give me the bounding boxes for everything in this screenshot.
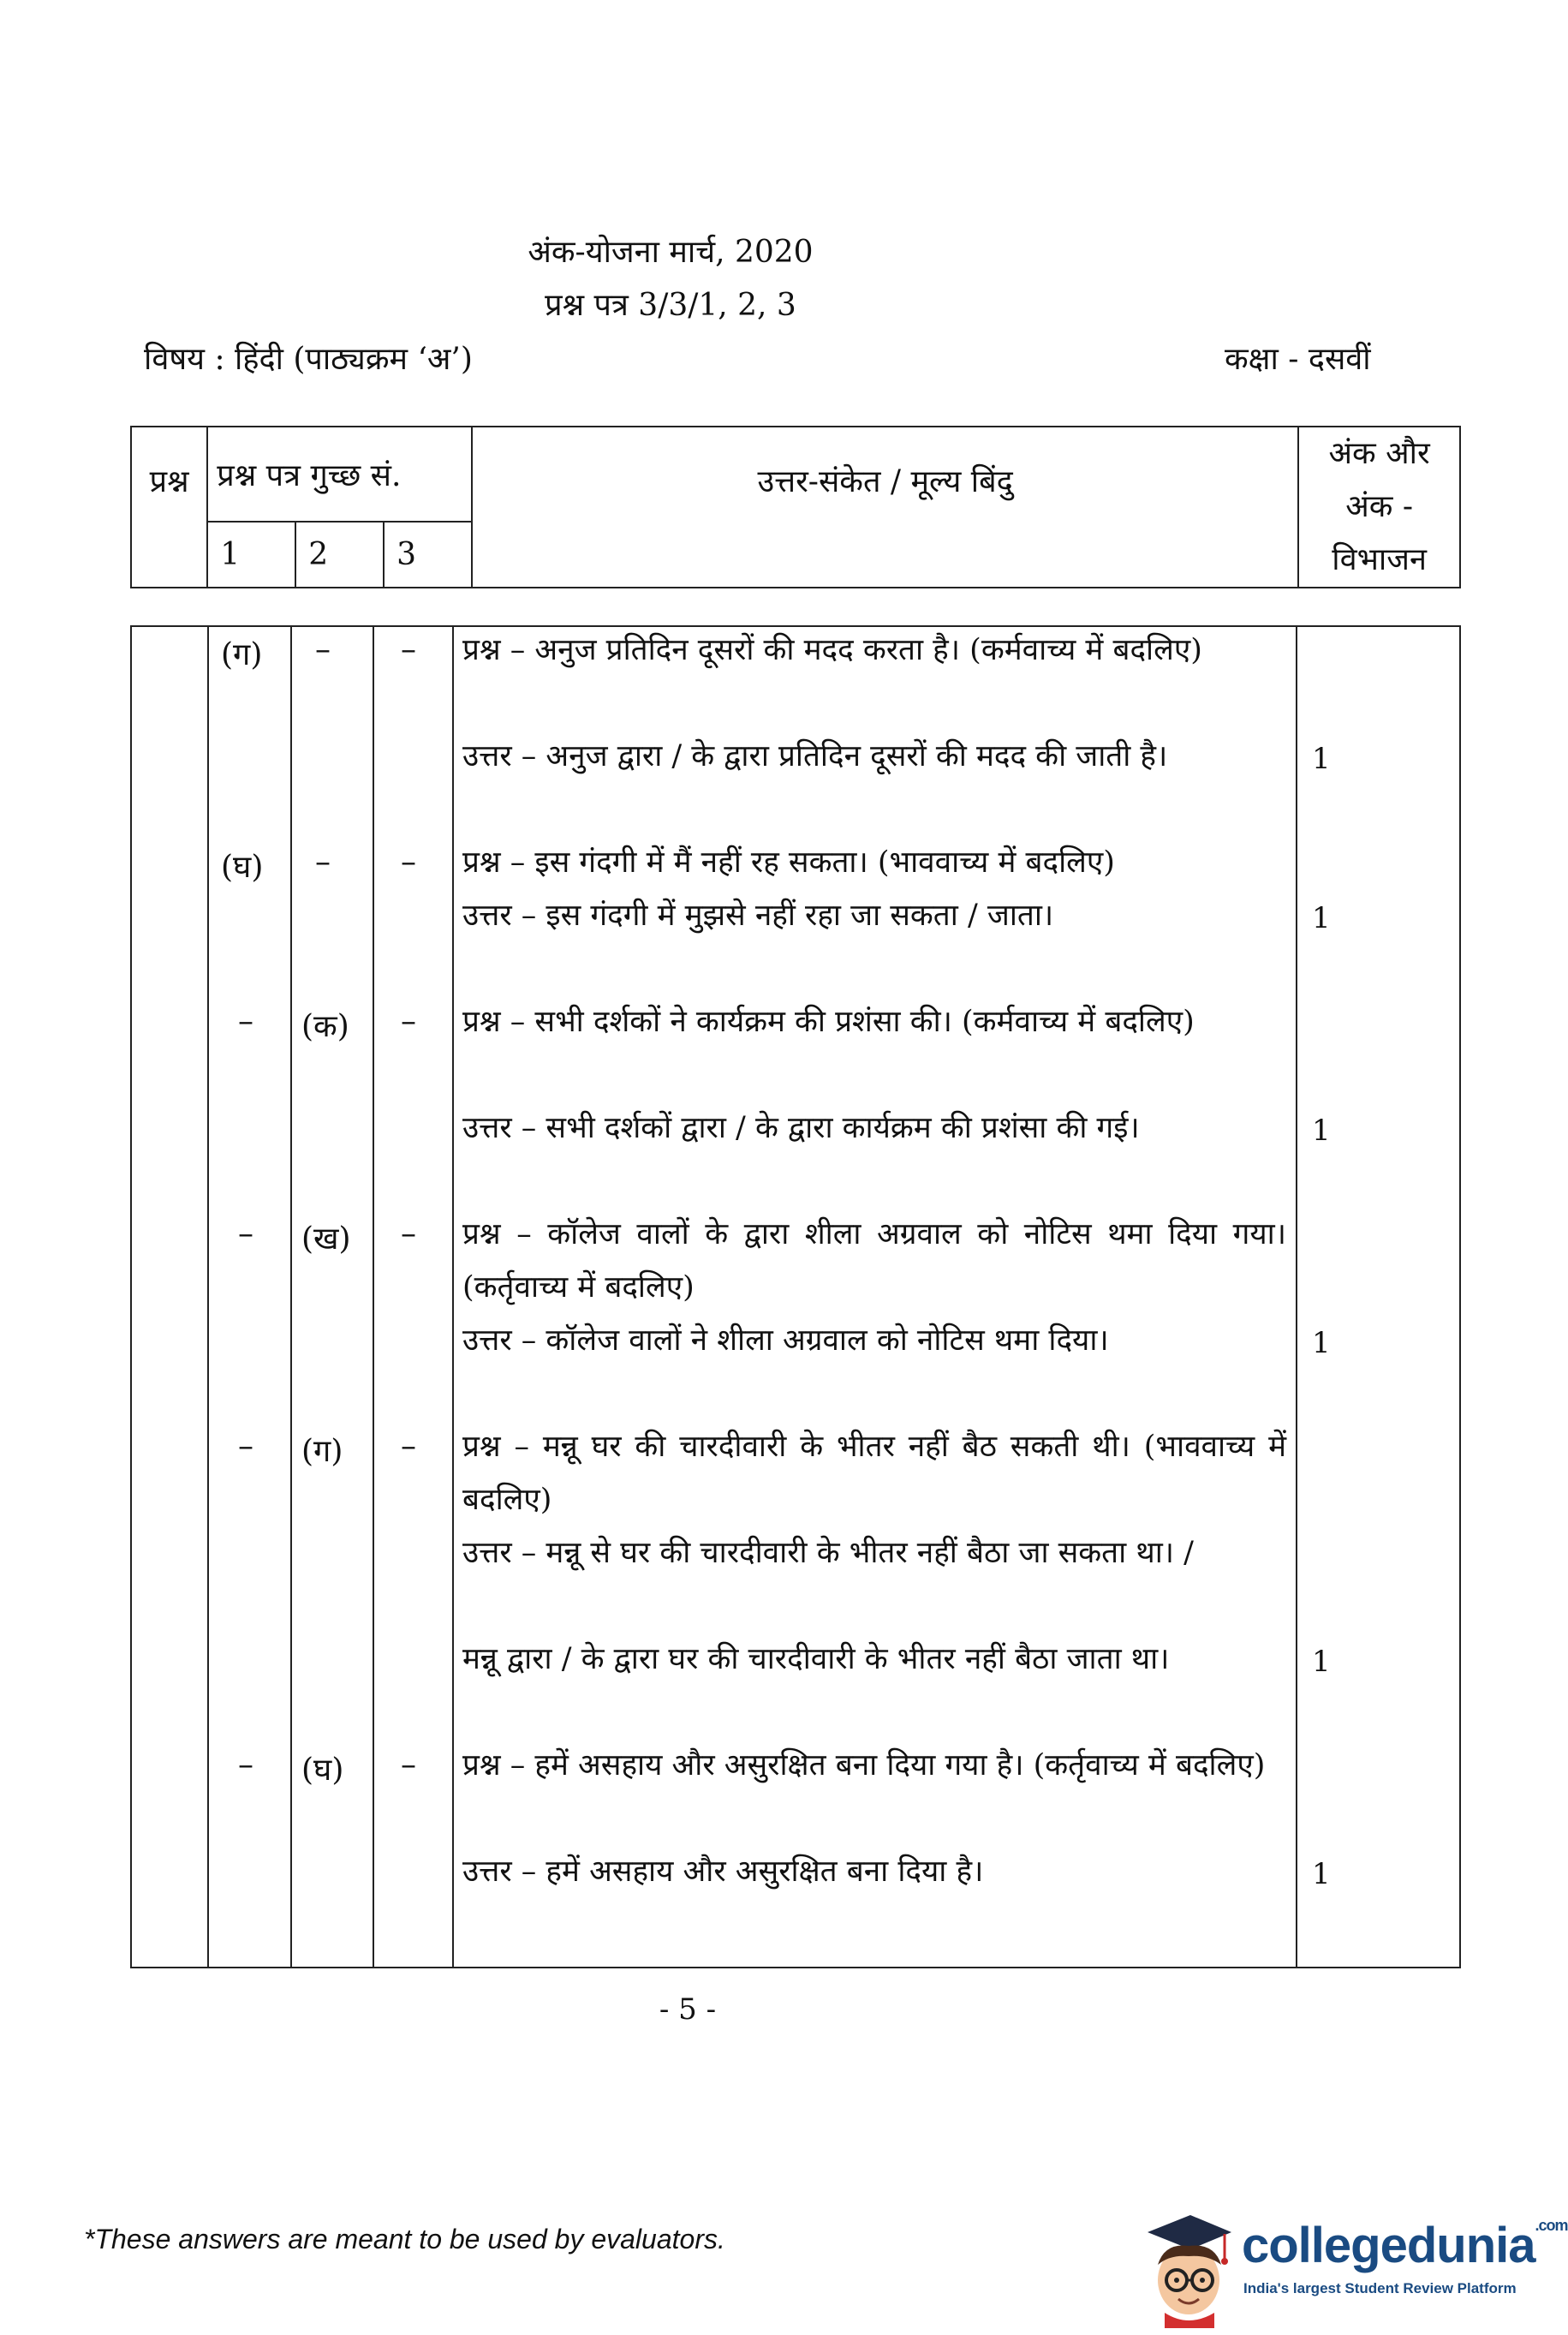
set-3-cell: –	[401, 845, 416, 880]
paper-code: प्रश्न पत्र 3/3/1, 2, 3	[545, 288, 796, 323]
evaluator-footnote: *These answers are meant to be used by evaluators.	[84, 2224, 725, 2254]
page-title: अंक-योजना मार्च, 2020	[528, 235, 814, 270]
mark-value: 1	[1312, 1114, 1331, 1148]
set-3-cell: –	[401, 1216, 416, 1251]
col-set-header: प्रश्न पत्र गुच्छ सं.	[207, 427, 472, 522]
header-table	[130, 426, 1461, 588]
answer-text: उत्तर – हमें असहाय और असुरक्षित बना दिया है।	[462, 1854, 984, 1889]
set-2-cell: (ख)	[301, 1221, 351, 1257]
subject-label: विषय : हिंदी (पाठ्यक्रम ‘अ’)	[144, 342, 473, 377]
set-1-cell: –	[238, 1004, 253, 1039]
set-1-cell: (घ)	[221, 850, 264, 885]
mark-value: 1	[1312, 1857, 1331, 1891]
set-1-cell: (ग)	[221, 637, 263, 672]
set-2-header: 2	[295, 522, 384, 588]
student-mascot-icon	[1139, 2208, 1233, 2328]
set-1-cell: –	[238, 1429, 253, 1464]
mark-value: 1	[1312, 1326, 1331, 1360]
set-1-header: 1	[207, 522, 295, 588]
answer-text: उत्तर – मन्नू से घर की चारदीवारी के भीतर नहीं बैठा जा सकता था। /	[462, 1536, 1194, 1570]
col-marks-header: अंक और अंक - विभाजन	[1298, 427, 1460, 588]
answer-text: उत्तर – अनुज द्वारा / के द्वारा प्रतिदिन दूसरों की मदद की जाती है।	[462, 739, 1168, 773]
mark-value: 1	[1312, 1645, 1331, 1679]
set-1-cell: –	[238, 1216, 253, 1251]
question-text: प्रश्न – इस गंदगी में मैं नहीं रह सकता। (भाववाच्य में बदलिए)	[462, 845, 1115, 880]
answer-alt-text: मन्नू द्वारा / के द्वारा घर की चारदीवारी के भीतर नहीं बैठा जाता था।	[462, 1642, 1170, 1676]
answer-text: उत्तर – सभी दर्शकों द्वारा / के द्वारा कार्यक्रम की प्रशंसा की गई।	[462, 1111, 1140, 1145]
set-3-cell: –	[401, 1429, 416, 1464]
col-answer-header: उत्तर-संकेत / मूल्य बिंदु	[472, 427, 1298, 588]
question-text: प्रश्न – कॉलेज वालों के द्वारा शीला अग्रवाल को नोटिस थमा दिया गया। (कर्तृवाच्य में बदलिए)	[462, 1217, 1286, 1305]
question-text: प्रश्न – अनुज प्रतिदिन दूसरों की मदद करता है। (कर्मवाच्य में बदलिए)	[462, 633, 1202, 667]
set-3-cell: –	[401, 1747, 416, 1783]
answer-text: उत्तर – कॉलेज वालों ने शीला अग्रवाल को नोटिस थमा दिया।	[462, 1323, 1109, 1358]
set-3-cell: –	[401, 632, 416, 667]
set-2-cell: (घ)	[301, 1753, 344, 1788]
set-2-cell: –	[315, 845, 331, 880]
set-2-cell: (क)	[301, 1009, 349, 1044]
col-question-header: प्रश्न	[131, 427, 207, 588]
logo-tagline: India's largest Student Review Platform	[1243, 2280, 1517, 2296]
question-text: प्रश्न – मन्नू घर की चारदीवारी के भीतर नहीं बैठ सकती थी। (भाववाच्य में बदलिए)	[462, 1430, 1286, 1517]
question-text: प्रश्न – सभी दर्शकों ने कार्यक्रम की प्रशंसा की। (कर्मवाच्य में बदलिए)	[462, 1005, 1195, 1039]
page-number: - 5 -	[659, 1992, 717, 2027]
set-3-header: 3	[384, 522, 472, 588]
set-2-cell: (ग)	[301, 1434, 343, 1469]
mark-value: 1	[1312, 742, 1331, 776]
set-1-cell: –	[238, 1747, 253, 1783]
answer-text: उत्तर – इस गंदगी में मुझसे नहीं रहा जा सकता / जाता।	[462, 899, 1054, 933]
set-3-cell: –	[401, 1004, 416, 1039]
question-text: प्रश्न – हमें असहाय और असुरक्षित बना दिया गया है। (कर्तृवाच्य में बदलिए)	[462, 1748, 1266, 1783]
collegedunia-logo[interactable]	[1139, 2208, 1568, 2328]
set-2-cell: –	[315, 632, 331, 667]
logo-wordmark: collegedunia$^{.com}$	[1242, 2217, 1568, 2273]
class-label: कक्षा - दसवीं	[1225, 342, 1371, 377]
mark-value: 1	[1312, 901, 1331, 935]
